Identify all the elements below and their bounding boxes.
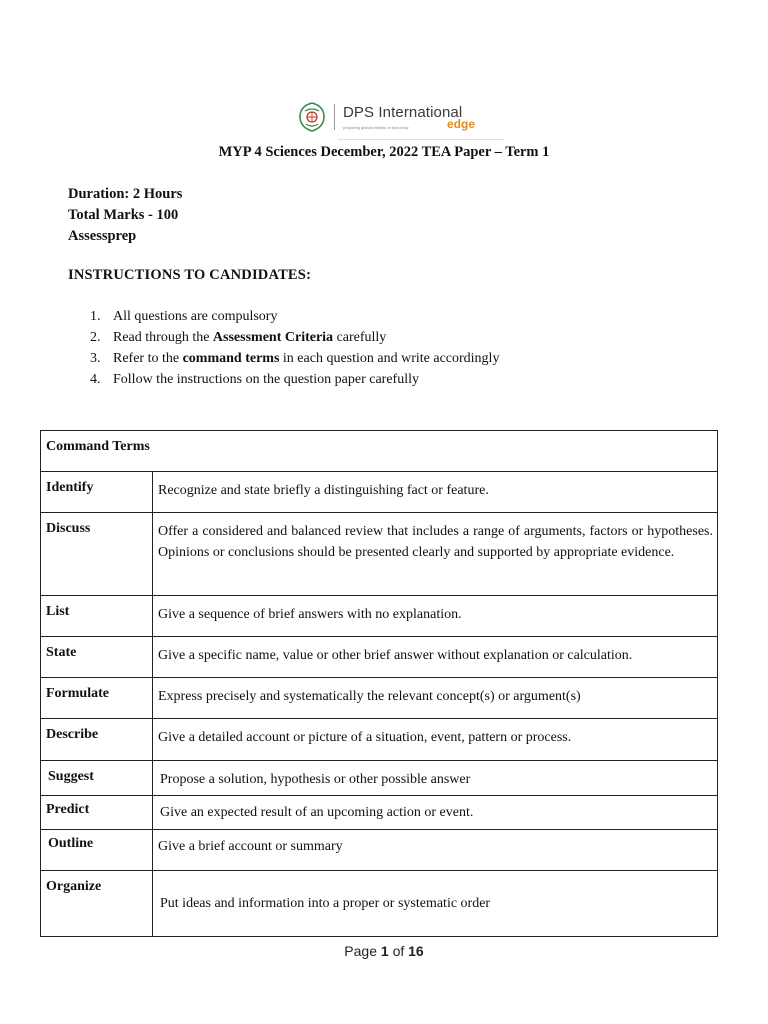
page-word: Page — [344, 943, 377, 959]
table-row — [41, 678, 718, 719]
definition-cell: Give a sequence of brief answers with no explanation. — [153, 596, 718, 637]
school-crest-icon — [296, 102, 328, 132]
term-cell: Predict — [41, 796, 153, 830]
definition-cell: Give a brief account or summary — [153, 830, 718, 871]
term-cell: List — [41, 596, 153, 637]
duration: Duration: 2 Hours — [68, 186, 183, 202]
instruction-item: 4. Follow the instructions on the question paper carefully — [90, 372, 419, 387]
term-cell: Outline — [41, 830, 153, 871]
table-row — [41, 796, 718, 830]
instruction-item: 2. Read through the Assessment Criteria carefully — [90, 330, 387, 345]
logo-tagline: preparing global citizens of tomorrow — [343, 124, 409, 130]
table-header-row — [41, 431, 718, 472]
table-row — [41, 472, 718, 513]
term-cell: Discuss — [41, 513, 153, 596]
command-terms-table — [40, 430, 718, 937]
school-logo — [296, 100, 486, 134]
page-number: 1 — [380, 943, 389, 959]
term-cell: Describe — [41, 719, 153, 761]
logo-brand-text: DPS International — [343, 103, 463, 121]
platform-name: Assessprep — [68, 228, 137, 244]
definition-cell: Give a specific name, value or other brief answer without explanation or calculation. — [153, 637, 718, 678]
page-total: 16 — [408, 943, 424, 959]
table-row — [41, 596, 718, 637]
definition-cell: Recognize and state briefly a distinguishing fact or feature. — [153, 472, 718, 513]
instruction-item: 3. Refer to the command terms in each question and write accordingly — [90, 351, 500, 366]
term-cell: State — [41, 637, 153, 678]
page-footer — [0, 943, 768, 959]
definition-cell: Give a detailed account or picture of a situation, event, pattern or process. — [153, 719, 718, 761]
term-cell: Organize — [41, 871, 153, 937]
paper-title: MYP 4 Sciences December, 2022 TEA Paper – Term 1 — [218, 144, 550, 160]
table-row — [41, 761, 718, 796]
table-row — [41, 719, 718, 761]
instructions-heading: INSTRUCTIONS TO CANDIDATES: — [68, 267, 312, 283]
term-cell: Formulate — [41, 678, 153, 719]
term-cell: Identify — [41, 472, 153, 513]
table-row — [41, 637, 718, 678]
table-header: Command Terms — [41, 431, 718, 472]
table-row — [41, 871, 718, 937]
of-word: of — [392, 943, 405, 959]
instructions-list — [68, 306, 499, 390]
definition-cell: Propose a solution, hypothesis or other possible answer — [153, 761, 718, 796]
instruction-item: 1. All questions are compulsory — [90, 309, 278, 324]
term-cell: Suggest — [41, 761, 153, 796]
logo-separator — [334, 104, 335, 130]
table-row — [41, 513, 718, 596]
table-row — [41, 830, 718, 871]
total-marks: Total Marks - 100 — [68, 207, 179, 223]
exam-meta — [68, 184, 182, 247]
definition-cell: Express precisely and systematically the relevant concept(s) or argument(s) — [153, 678, 718, 719]
definition-cell: Offer a considered and balanced review that includes a range of arguments, factors or hypotheses. Opinions or conclusions should be presented clearly and supported by appropriate evidence. — [153, 513, 718, 596]
definition-cell: Put ideas and information into a proper or systematic order — [153, 871, 718, 937]
definition-cell: Give an expected result of an upcoming action or event. — [153, 796, 718, 830]
logo-underline — [338, 139, 504, 140]
logo-edge-text: edge — [446, 116, 475, 131]
